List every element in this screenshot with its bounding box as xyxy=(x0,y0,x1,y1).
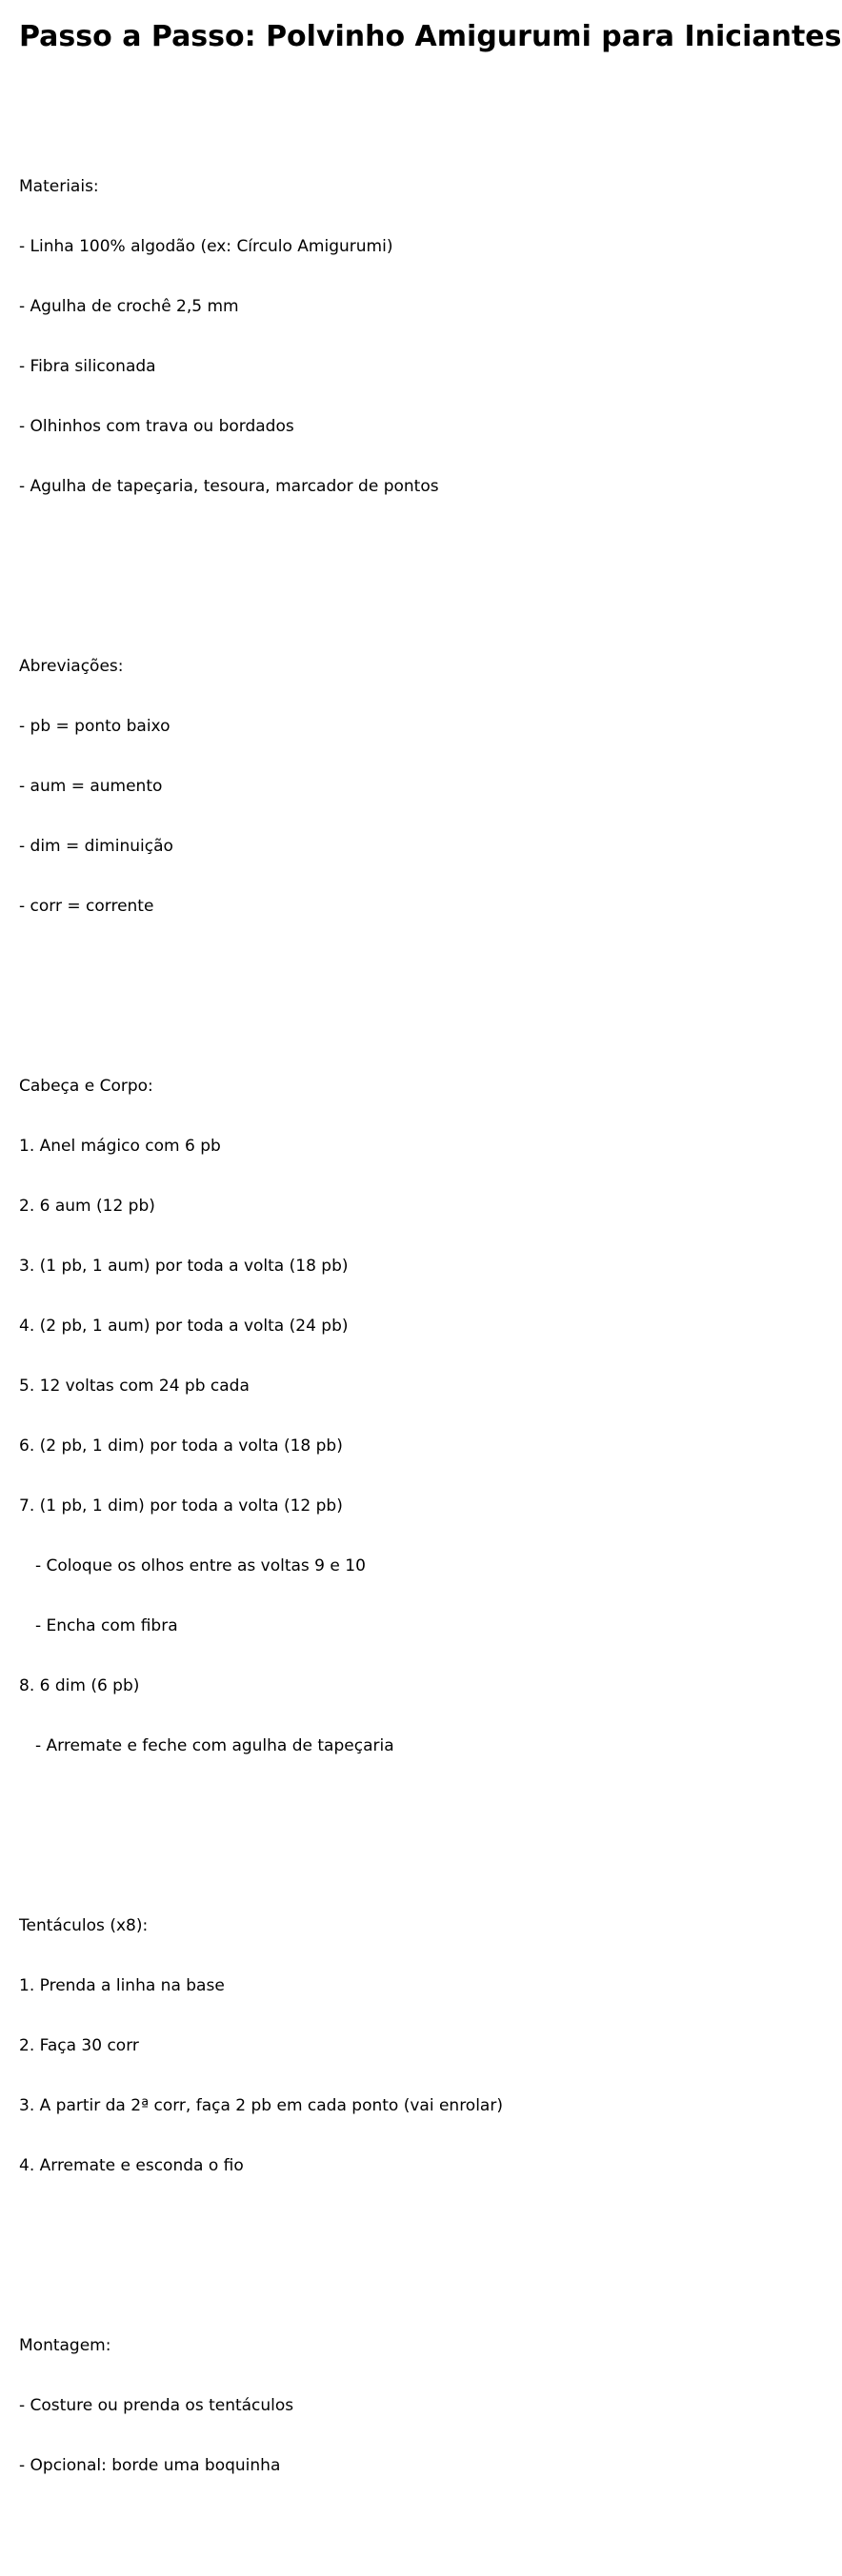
step-item: 2. Faça 30 corr xyxy=(19,2036,139,2055)
list-item: - Agulha de tapeçaria, tesoura, marcador de pontos xyxy=(19,477,439,496)
list-item: - Costure ou prenda os tentáculos xyxy=(19,2396,294,2415)
list-item: - Opcional: borde uma boquinha xyxy=(19,2456,281,2475)
step-item: 4. (2 pb, 1 aum) por toda a volta (24 pb) xyxy=(19,1317,349,1336)
section-heading: Cabeça e Corpo: xyxy=(19,1077,153,1096)
step-item: 4. Arremate e esconda o fio xyxy=(19,2156,244,2175)
sub-step-item: - Encha com fibra xyxy=(35,1616,178,1635)
sub-step-item: - Arremate e feche com agulha de tapeçaria xyxy=(35,1736,394,1755)
sub-step-item: - Coloque os olhos entre as voltas 9 e 10 xyxy=(35,1556,366,1575)
step-item: 2. 6 aum (12 pb) xyxy=(19,1197,155,1216)
section-heading: Montagem: xyxy=(19,2336,111,2355)
section-heading: Materiais: xyxy=(19,177,99,196)
list-item: - Agulha de crochê 2,5 mm xyxy=(19,297,239,316)
list-item: - pb = ponto baixo xyxy=(19,717,170,736)
step-item: 7. (1 pb, 1 dim) por toda a volta (12 pb) xyxy=(19,1496,343,1516)
step-item: 1. Anel mágico com 6 pb xyxy=(19,1137,221,1156)
step-item: 6. (2 pb, 1 dim) por toda a volta (18 pb) xyxy=(19,1437,343,1456)
list-item: - corr = corrente xyxy=(19,897,154,916)
section-tentacles xyxy=(19,1876,762,2216)
recipe-body xyxy=(19,97,762,2576)
section-heading: Tentáculos (x8): xyxy=(19,1916,149,1935)
section-heading: Abreviações: xyxy=(19,657,124,676)
page-title: Passo a Passo: Polvinho Amigurumi para Iniciantes xyxy=(19,20,842,53)
list-item: - Fibra siliconada xyxy=(19,357,156,376)
step-item: 8. 6 dim (6 pb) xyxy=(19,1676,140,1695)
section-assembly xyxy=(19,2296,762,2516)
recipe-document xyxy=(19,19,842,2576)
list-item: - dim = diminuição xyxy=(19,837,173,856)
list-item: - Linha 100% algodão (ex: Círculo Amigurumi) xyxy=(19,237,393,256)
step-item: 1. Prenda a linha na base xyxy=(19,1976,225,1995)
step-item: 3. (1 pb, 1 aum) por toda a volta (18 pb) xyxy=(19,1257,349,1276)
list-item: - Olhinhos com trava ou bordados xyxy=(19,417,294,436)
section-abbreviations xyxy=(19,617,762,957)
section-head-and-body xyxy=(19,1037,762,1796)
step-item: 3. A partir da 2ª corr, faça 2 pb em cada ponto (vai enrolar) xyxy=(19,2096,503,2115)
section-materials xyxy=(19,137,762,537)
step-item: 5. 12 voltas com 24 pb cada xyxy=(19,1377,250,1396)
list-item: - aum = aumento xyxy=(19,777,163,796)
